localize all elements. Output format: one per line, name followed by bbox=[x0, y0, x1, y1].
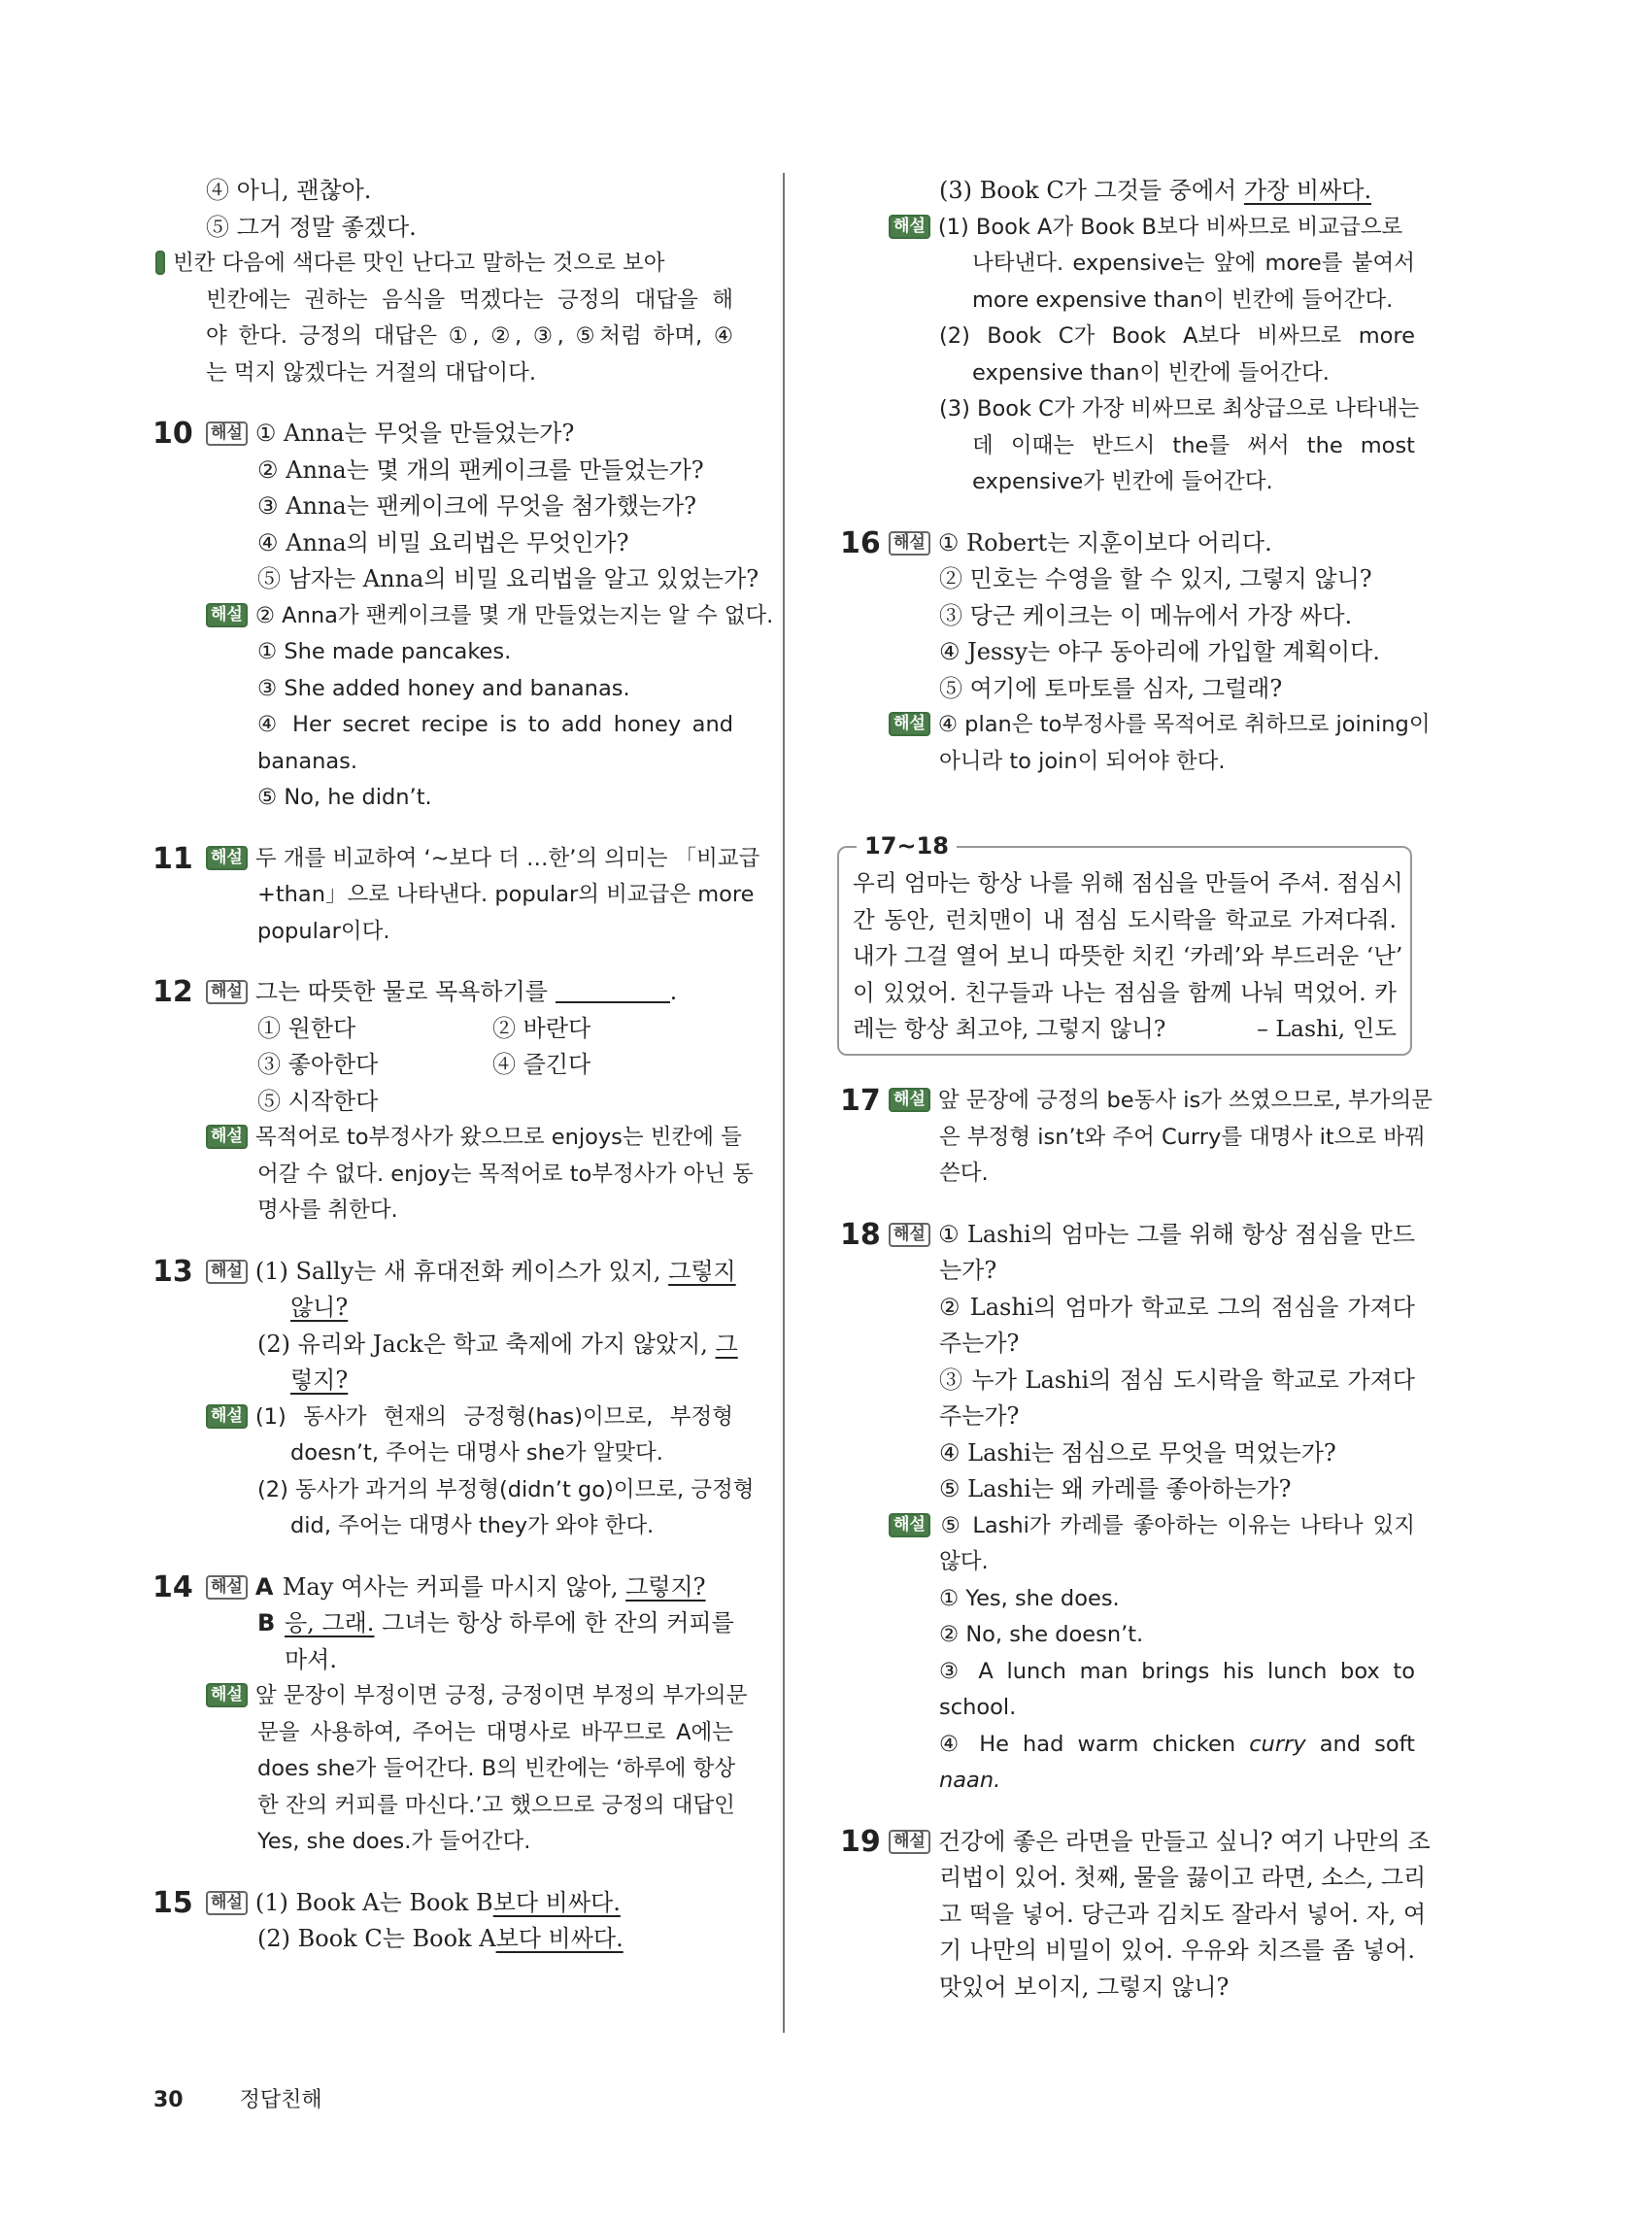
translation-line: 해설 ① Anna는 무엇을 만들었는가? bbox=[155, 416, 733, 453]
explanation-line: 해설 (1) Book A가 Book B보다 비싸므로 비교급으로 bbox=[840, 210, 1415, 247]
explanation-line: 한 잔의 커피를 마신다.’고 했으므로 긍정의 대답인 bbox=[257, 1792, 735, 1818]
question-9-tail bbox=[110, 173, 733, 391]
explanation-line: (2) 동사가 과거의 부정형(didn’t go)이므로, 긍정형 bbox=[257, 1476, 755, 1502]
question-number: 12 bbox=[152, 975, 193, 1009]
explanation-line: 야 한다. 긍정의 대답은 ①, ②, ③, ⑤처럼 하며, ④ bbox=[206, 323, 733, 349]
question-15 bbox=[152, 1885, 733, 1958]
option-4: ④ 아니, 괜찮아. bbox=[206, 177, 372, 204]
explanation-line: 해설 앞 문장이 부정이면 긍정, 긍정이면 부정의 부가의문 bbox=[155, 1678, 733, 1715]
question-15-tail bbox=[840, 173, 1420, 501]
explanation-line: 아니라 to join이 되어야 한다. bbox=[939, 748, 1226, 774]
question-number: 17 bbox=[840, 1084, 881, 1118]
column-divider bbox=[783, 173, 785, 2033]
explanation-line: 않다. bbox=[939, 1549, 989, 1574]
explanation-line: (3) Book C가 가장 비싸므로 최상급으로 나타내는 bbox=[939, 396, 1420, 422]
translation-line: ② Lashi의 엄마가 학교로 그의 점심을 가져다 bbox=[939, 1293, 1415, 1321]
question-number: 13 bbox=[152, 1254, 193, 1289]
explanation-line: ① Yes, she does. bbox=[939, 1585, 1120, 1611]
translation-badge: 해설 bbox=[206, 1575, 248, 1600]
translation-line: 기 나만의 비밀이 있어. 우유와 치즈를 좀 넣어. bbox=[939, 1937, 1415, 1964]
explanation-line: did, 주어는 대명사 they가 와야 한다. bbox=[290, 1513, 655, 1538]
explanation-line: ③ She added honey and bananas. bbox=[257, 675, 630, 701]
translation-line: 주는가? bbox=[939, 1402, 1020, 1430]
explanation-badge: 해설 bbox=[206, 603, 248, 627]
options-row bbox=[155, 1047, 733, 1084]
translation-badge: 해설 bbox=[206, 422, 248, 446]
translation-line: ② Anna는 몇 개의 팬케이크를 만들었는가? bbox=[257, 455, 704, 484]
translation-line: 않니? bbox=[290, 1294, 349, 1321]
translation-line: 해설 (1) Book A는 Book B보다 비싸다. bbox=[155, 1885, 733, 1922]
question-number: 18 bbox=[840, 1217, 881, 1252]
translation-badge: 해설 bbox=[889, 1223, 930, 1247]
explanation-line: popular이다. bbox=[257, 918, 390, 944]
passage-title: 17~18 bbox=[857, 828, 957, 864]
question-13 bbox=[152, 1254, 755, 1545]
explanation-badge: 해설 bbox=[206, 846, 248, 870]
translation-line: ⑤ Lashi는 왜 카레를 좋아하는가? bbox=[939, 1475, 1292, 1502]
explanation-line: 은 부정형 isn’t와 주어 Curry를 대명사 it으로 바꿔 bbox=[939, 1124, 1426, 1150]
question-11 bbox=[152, 841, 760, 951]
translation-line: ③ 누가 Lashi의 점심 도시락을 학교로 가져다 bbox=[939, 1366, 1415, 1394]
explanation-line: more expensive than이 빈칸에 들어간다. bbox=[972, 287, 1394, 313]
passage-line: 내가 그걸 열어 보니 따뜻한 치킨 ‘카레’와 부드러운 ‘난’ bbox=[853, 942, 1403, 969]
question-10 bbox=[152, 416, 774, 817]
explanation-line: +than」으로 나타낸다. popular의 비교급은 more bbox=[257, 882, 755, 907]
explanation-line: 쓴다. bbox=[939, 1161, 989, 1186]
answer-blank bbox=[556, 980, 670, 1003]
explanation-line: ⑤ No, he didn’t. bbox=[257, 785, 432, 810]
explanation-line: 해설 앞 문장에 긍정의 be동사 is가 쓰였으므로, 부가의문 bbox=[840, 1083, 1415, 1120]
translation-line: ⑤ 남자는 Anna의 비밀 요리법을 알고 있었는가? bbox=[257, 565, 759, 592]
translation-line: 해설 (1) Sally는 새 휴대전화 케이스가 있지, 그렇지 bbox=[155, 1254, 733, 1291]
explanation-line: ① She made pancakes. bbox=[257, 639, 512, 664]
translation-line: 고 떡을 넣어. 당근과 김치도 잘라서 넣어. 자, 여 bbox=[939, 1900, 1427, 1928]
question-18 bbox=[840, 1217, 1415, 1800]
translation-line: 주는가? bbox=[939, 1330, 1020, 1357]
passage-line: 레는 항상 최고야, 그렇지 않니? – Lashi, 인도 bbox=[853, 1011, 1397, 1048]
question-16 bbox=[840, 525, 1431, 781]
explanation-badge: 해설 bbox=[889, 215, 930, 239]
option-4: ④ 즐긴다 bbox=[492, 1051, 591, 1078]
option-1: ① 원한다 bbox=[257, 1014, 356, 1042]
passage-signature: – Lashi, 인도 bbox=[1257, 1015, 1397, 1042]
translation-line: 해설 ① Robert는 지훈이보다 어리다. bbox=[840, 525, 1415, 562]
question-number: 16 bbox=[840, 525, 881, 560]
translation-badge: 해설 bbox=[206, 980, 248, 1004]
explanation-line: does she가 들어간다. B의 빈칸에는 ‘하루에 항상 bbox=[257, 1756, 736, 1781]
explanation-line: 명사를 취한다. bbox=[257, 1197, 398, 1223]
translation-badge: 해설 bbox=[206, 1260, 248, 1284]
option-5: ⑤ 시작한다 bbox=[257, 1087, 379, 1115]
dialogue-line-a: 해설 A May 여사는 커피를 마시지 않아, 그렇지? bbox=[155, 1569, 733, 1606]
explanation-line: ④ He had warm chicken curry and soft bbox=[939, 1731, 1415, 1757]
explanation-line: 해설 ⑤ Lashi가 카레를 좋아하는 이유는 나타나 있지 bbox=[840, 1508, 1415, 1545]
question-number: 14 bbox=[152, 1569, 193, 1604]
explanation-line: 문을 사용하여, 주어는 대명사로 바꾸므로 A에는 bbox=[257, 1719, 733, 1745]
explanation-line: Yes, she does.가 들어간다. bbox=[257, 1829, 531, 1854]
explanation-line: 는 먹지 않겠다는 거절의 대답이다. bbox=[206, 359, 537, 386]
option-5: ⑤ 그거 정말 좋겠다. bbox=[206, 213, 417, 241]
explanation-badge: 해설 bbox=[889, 1513, 930, 1537]
question-12 bbox=[152, 974, 754, 1230]
explanation-line: 빈칸에는 권하는 음식을 먹겠다는 긍정의 대답을 해 bbox=[206, 287, 733, 313]
page-number: 30 bbox=[153, 2088, 184, 2112]
right-column-lower bbox=[840, 1083, 1433, 2006]
passage-box bbox=[837, 832, 1412, 1056]
explanation-badge: 해설 bbox=[889, 1088, 930, 1112]
dialogue-line-b: B 응, 그래. 그녀는 항상 하루에 한 잔의 커피를 bbox=[257, 1609, 734, 1636]
translation-line: (3) Book C가 그것들 중에서 가장 비싸다. bbox=[939, 177, 1372, 204]
passage-line: 간 동안, 런치맨이 내 점심 도시락을 학교로 가져다줘. bbox=[853, 905, 1397, 933]
book-title: 정답친해 bbox=[239, 2088, 322, 2112]
translation-line: 리법이 있어. 첫째, 물을 끓이고 라면, 소스, 그리 bbox=[939, 1864, 1427, 1891]
translation-badge: 해설 bbox=[206, 1891, 248, 1915]
explanation-badge: 해설 bbox=[206, 1404, 248, 1429]
explanation-line: 해설 ② Anna가 팬케이크를 몇 개 만들었는지는 알 수 없다. bbox=[155, 598, 733, 635]
explanation-line: school. bbox=[939, 1695, 1017, 1720]
explanation-line: doesn’t, 주어는 대명사 she가 알맞다. bbox=[290, 1440, 663, 1466]
explanation-line: (2) Book C가 Book A보다 비싸므로 more bbox=[939, 323, 1415, 349]
translation-badge: 해설 bbox=[889, 531, 930, 556]
translation-line: 는가? bbox=[939, 1257, 997, 1284]
explanation-line: 해설 ④ plan은 to부정사를 목적어로 취하므로 joining이 bbox=[840, 707, 1415, 744]
explanation-line: bananas. bbox=[257, 748, 358, 774]
page-footer bbox=[153, 2083, 322, 2113]
translation-line: (2) Book C는 Book A보다 비싸다. bbox=[257, 1925, 624, 1952]
explanation-line: 해설 빈칸 다음에 색다른 맛인 난다고 말하는 것으로 보아 bbox=[110, 251, 665, 276]
passage-line: 이 있었어. 친구들과 나는 점심을 함께 나눠 먹었어. 카 bbox=[853, 978, 1397, 1006]
explanation-line: 나타낸다. expensive는 앞에 more를 붙여서 bbox=[972, 251, 1415, 276]
translation-line: ③ Anna는 팬케이크에 무엇을 첨가했는가? bbox=[257, 492, 697, 520]
left-column bbox=[110, 173, 774, 1958]
translation-line: ④ Jessy는 야구 동아리에 가입할 계획이다. bbox=[939, 638, 1380, 665]
explanation-line: ② No, she doesn’t. bbox=[939, 1622, 1144, 1647]
question-number: 19 bbox=[840, 1824, 881, 1859]
explanation-line: 해설 두 개를 비교하여 ‘~보다 더 …한’의 의미는 「비교급 bbox=[155, 841, 733, 878]
translation-line: 렇지? bbox=[290, 1366, 349, 1394]
passage-line: 우리 엄마는 항상 나를 위해 점심을 만들어 주셔. 점심시 bbox=[853, 869, 1403, 896]
explanation-line: expensive than이 빈칸에 들어간다. bbox=[972, 359, 1330, 386]
option-3: ③ 좋아한다 bbox=[257, 1051, 379, 1078]
translation-line: (2) 유리와 Jack은 학교 축제에 가지 않았지, 그 bbox=[257, 1330, 738, 1358]
translation-line: ④ Lashi는 점심으로 무엇을 먹었는가? bbox=[939, 1438, 1336, 1467]
dialogue-line-b: 마셔. bbox=[285, 1645, 337, 1673]
question-number: 15 bbox=[152, 1885, 193, 1920]
explanation-line: 데 이때는 반드시 the를 써서 the most bbox=[972, 432, 1415, 458]
right-column bbox=[840, 173, 1431, 780]
explanation-line: ③ A lunch man brings his lunch box to bbox=[939, 1658, 1415, 1684]
explanation-line: naan. bbox=[939, 1768, 1001, 1793]
translation-line: ④ Anna의 비밀 요리법은 무엇인가? bbox=[257, 528, 629, 556]
explanation-line: 해설 목적어로 to부정사가 왔으므로 enjoys는 빈칸에 들 bbox=[155, 1120, 733, 1157]
question-14 bbox=[152, 1569, 748, 1861]
explanation-badge: 해설 bbox=[155, 251, 165, 275]
translation-line: 해설 ① Lashi의 엄마는 그를 위해 항상 점심을 만드 bbox=[840, 1217, 1415, 1254]
options-row bbox=[155, 1011, 733, 1048]
question-17 bbox=[840, 1083, 1433, 1193]
explanation-line: ④ Her secret recipe is to add honey and bbox=[257, 712, 733, 737]
translation-line: ⑤ 여기에 토마토를 심자, 그럴래? bbox=[939, 674, 1283, 702]
explanation-badge: 해설 bbox=[206, 1125, 248, 1149]
question-19 bbox=[840, 1824, 1431, 2007]
explanation-badge: 해설 bbox=[889, 712, 930, 736]
translation-line: 맛있어 보이지, 그렇지 않니? bbox=[939, 1973, 1230, 2001]
translation-line: 해설 건강에 좋은 라면을 만들고 싶니? 여기 나만의 조 bbox=[840, 1824, 1415, 1861]
question-number: 10 bbox=[152, 417, 193, 451]
translation-line: 해설 그는 따뜻한 물로 목욕하기를 . bbox=[155, 974, 733, 1011]
explanation-badge: 해설 bbox=[206, 1683, 248, 1707]
explanation-line: 어갈 수 없다. enjoy는 목적어로 to부정사가 아닌 동 bbox=[257, 1161, 754, 1187]
explanation-line: 해설 (1) 동사가 현재의 긍정형(has)이므로, 부정형 bbox=[155, 1400, 733, 1436]
option-2: ② 바란다 bbox=[492, 1014, 591, 1042]
explanation-line: expensive가 빈칸에 들어간다. bbox=[972, 469, 1273, 494]
translation-line: ② 민호는 수영을 할 수 있지, 그렇지 않니? bbox=[939, 565, 1372, 592]
translation-badge: 해설 bbox=[889, 1830, 930, 1854]
question-number: 11 bbox=[152, 841, 193, 876]
translation-line: ③ 당근 케이크는 이 메뉴에서 가장 싸다. bbox=[939, 601, 1353, 629]
